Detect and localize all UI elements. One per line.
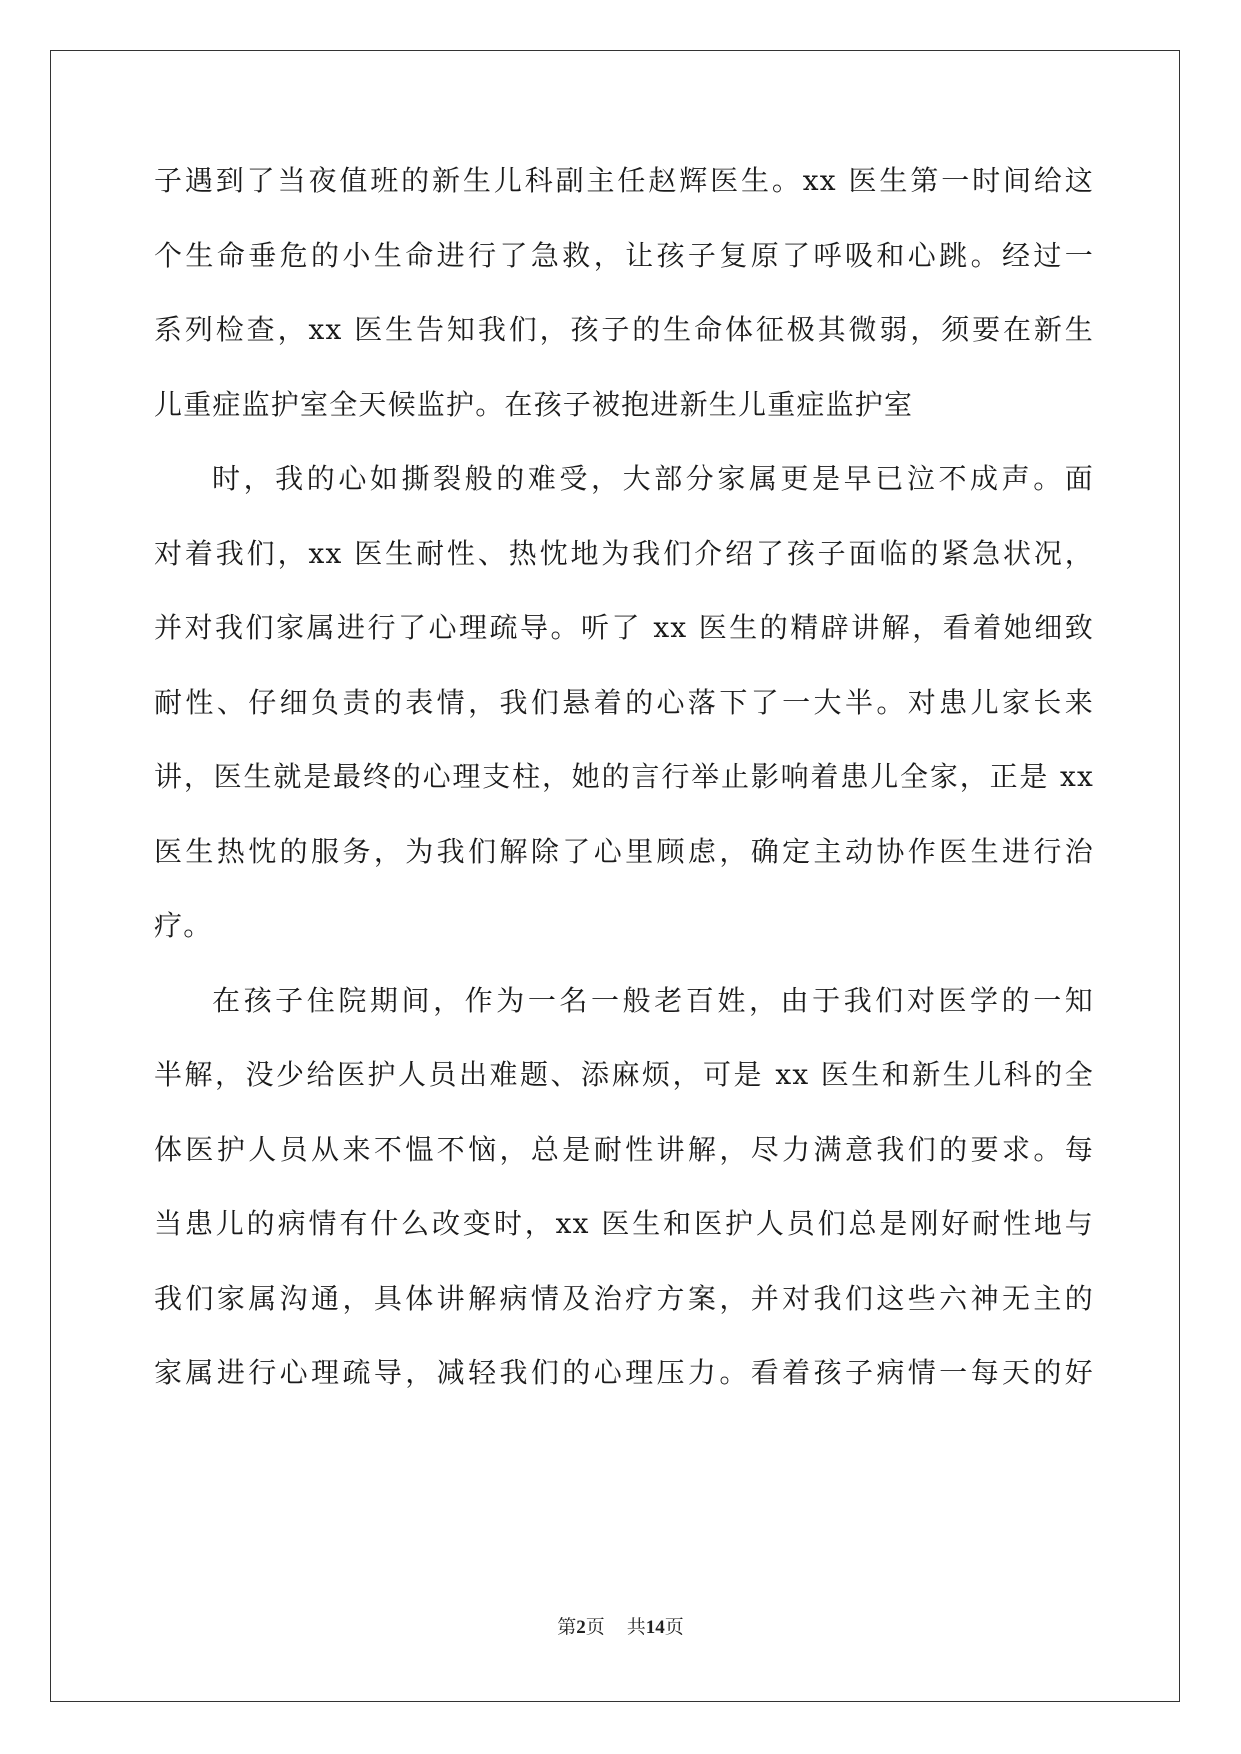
text-line: 讲，医生就是最终的心理支柱，她的言行举止影响着患儿全家，正是 xx: [154, 760, 1094, 793]
paragraph-first-line: 在孩子住院期间，作为一名一般老百姓，由于我们对医学的一知: [212, 983, 1094, 1017]
text-line: 并对我们家属进行了心理疏导。听了 xx 医生的精辟讲解，看着她细致: [154, 611, 1094, 644]
text-line: 体医护人员从来不愠不恼，总是耐性讲解，尽力满意我们的要求。每: [154, 1132, 1094, 1166]
total-label-suffix: 页: [664, 1617, 684, 1638]
text-line: 半解，没少给医护人员出难题、添麻烦，可是 xx 医生和新生儿科的全: [154, 1058, 1094, 1091]
page-label-prefix: 第: [557, 1617, 577, 1638]
page-footer: [0, 1615, 1241, 1640]
text-line: 我们家属沟通，具体讲解病情及治疗方案，并对我们这些六神无主的: [154, 1281, 1094, 1315]
text-line: 当患儿的病情有什么改变时，xx 医生和医护人员们总是刚好耐性地与: [154, 1207, 1094, 1240]
text-line: 系列检查，xx 医生告知我们，孩子的生命体征极其微弱，须要在新生: [154, 313, 1094, 346]
text-line: 耐性、仔细负责的表情，我们悬着的心落下了一大半。对患儿家长来: [154, 685, 1094, 719]
text-line: 医生热忱的服务，为我们解除了心里顾虑，确定主动协作医生进行治: [154, 834, 1094, 868]
total-page-count: 14: [645, 1617, 665, 1638]
text-line: 子遇到了当夜值班的新生儿科副主任赵辉医生。xx 医生第一时间给这: [154, 164, 1094, 197]
page-label-suffix: 页: [585, 1617, 605, 1638]
total-label-prefix: 共: [626, 1617, 646, 1638]
text-line: 家属进行心理疏导，减轻我们的心理压力。看着孩子病情一每天的好: [154, 1356, 1094, 1389]
paragraph-first-line: 时，我的心如撕裂般的难受，大部分家属更是早已泣不成声。面: [212, 462, 1094, 495]
text-line: 个生命垂危的小生命进行了急救，让孩子复原了呼吸和心跳。经过一: [154, 238, 1094, 272]
text-line: 儿重症监护室全天候监护。在孩子被抱进新生儿重症监护室: [154, 387, 914, 421]
current-page-number: 2: [576, 1617, 586, 1638]
text-line: 对着我们，xx 医生耐性、热忱地为我们介绍了孩子面临的紧急状况，: [154, 536, 1094, 570]
document-body: [154, 161, 1094, 1428]
text-line: 疗。: [154, 909, 213, 942]
